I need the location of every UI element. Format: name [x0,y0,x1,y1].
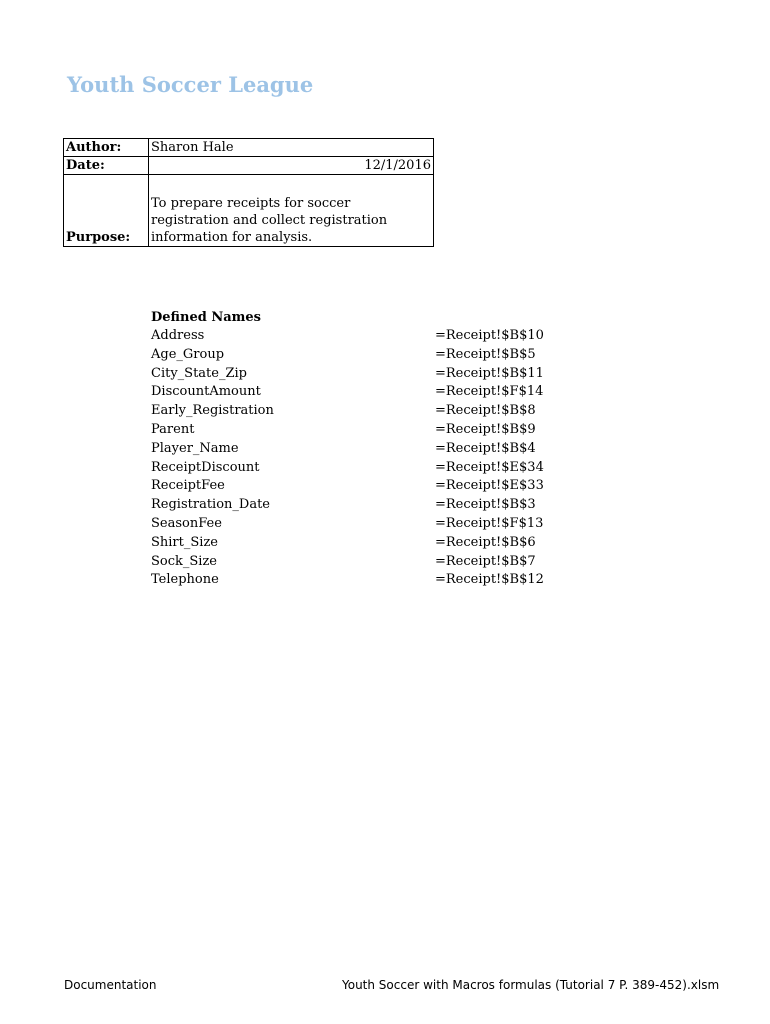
defined-name-reference: =Receipt!$B$10 [435,328,544,343]
defined-name-row [151,402,571,421]
defined-name-label: Sock_Size [151,553,217,569]
defined-names-list [151,327,571,590]
defined-name-label: ReceiptDiscount [151,459,260,475]
defined-name-row [151,346,571,365]
author-value: Sharon Hale [149,139,434,157]
defined-name-row [151,496,571,515]
defined-name-row [151,459,571,478]
page-title: Youth Soccer League [67,72,314,97]
defined-name-row [151,515,571,534]
defined-name-reference: =Receipt!$B$3 [435,497,536,513]
defined-name-reference: =Receipt!$B$8 [435,403,536,419]
defined-name-row [151,383,571,402]
author-label: Author: [64,139,149,157]
defined-name-row [151,440,571,459]
defined-names-heading: Defined Names [151,310,261,325]
defined-name-reference: =Receipt!$F$13 [435,515,544,531]
defined-name-label: City_State_Zip [151,365,247,381]
document-info-table [63,138,434,247]
footer-file-name: Youth Soccer with Macros formulas (Tutorial 7 P. 389-452).xlsm [342,978,720,992]
date-row [64,157,434,175]
defined-name-row [151,421,571,440]
defined-name-label: Shirt_Size [151,534,218,550]
defined-name-label: Age_Group [151,346,225,362]
defined-name-reference: =Receipt!$B$9 [435,421,536,437]
defined-name-reference: =Receipt!$B$6 [435,534,536,550]
author-row [64,139,434,157]
defined-name-reference: =Receipt!$B$12 [435,572,544,588]
defined-name-reference: =Receipt!$B$7 [435,553,536,569]
defined-name-label: Address [151,328,205,343]
footer-sheet-name: Documentation [64,978,157,992]
defined-name-reference: =Receipt!$E$34 [435,459,544,475]
defined-name-label: Parent [151,421,195,437]
defined-name-row [151,571,571,590]
defined-name-label: ReceiptFee [151,478,225,494]
defined-name-row [151,327,571,346]
defined-name-label: Registration_Date [151,497,270,513]
defined-name-reference: =Receipt!$F$14 [435,384,544,400]
purpose-label: Purpose: [64,175,149,247]
defined-name-label: Telephone [151,572,219,588]
purpose-value: To prepare receipts for soccer registration and collect registration information for analysis. [149,175,434,247]
defined-name-label: Early_Registration [151,403,274,419]
defined-name-label: SeasonFee [151,515,222,531]
defined-name-label: DiscountAmount [151,384,261,400]
defined-name-reference: =Receipt!$B$4 [435,440,536,456]
defined-name-reference: =Receipt!$B$11 [435,365,544,381]
defined-name-reference: =Receipt!$B$5 [435,346,536,362]
defined-name-label: Player_Name [151,440,239,456]
date-value: 12/1/2016 [149,157,434,175]
defined-name-row [151,477,571,496]
defined-name-row [151,365,571,384]
defined-name-row [151,553,571,572]
defined-name-reference: =Receipt!$E$33 [435,478,544,494]
defined-name-row [151,534,571,553]
defined-names-section [151,308,571,590]
date-label: Date: [64,157,149,175]
purpose-row [64,175,434,247]
